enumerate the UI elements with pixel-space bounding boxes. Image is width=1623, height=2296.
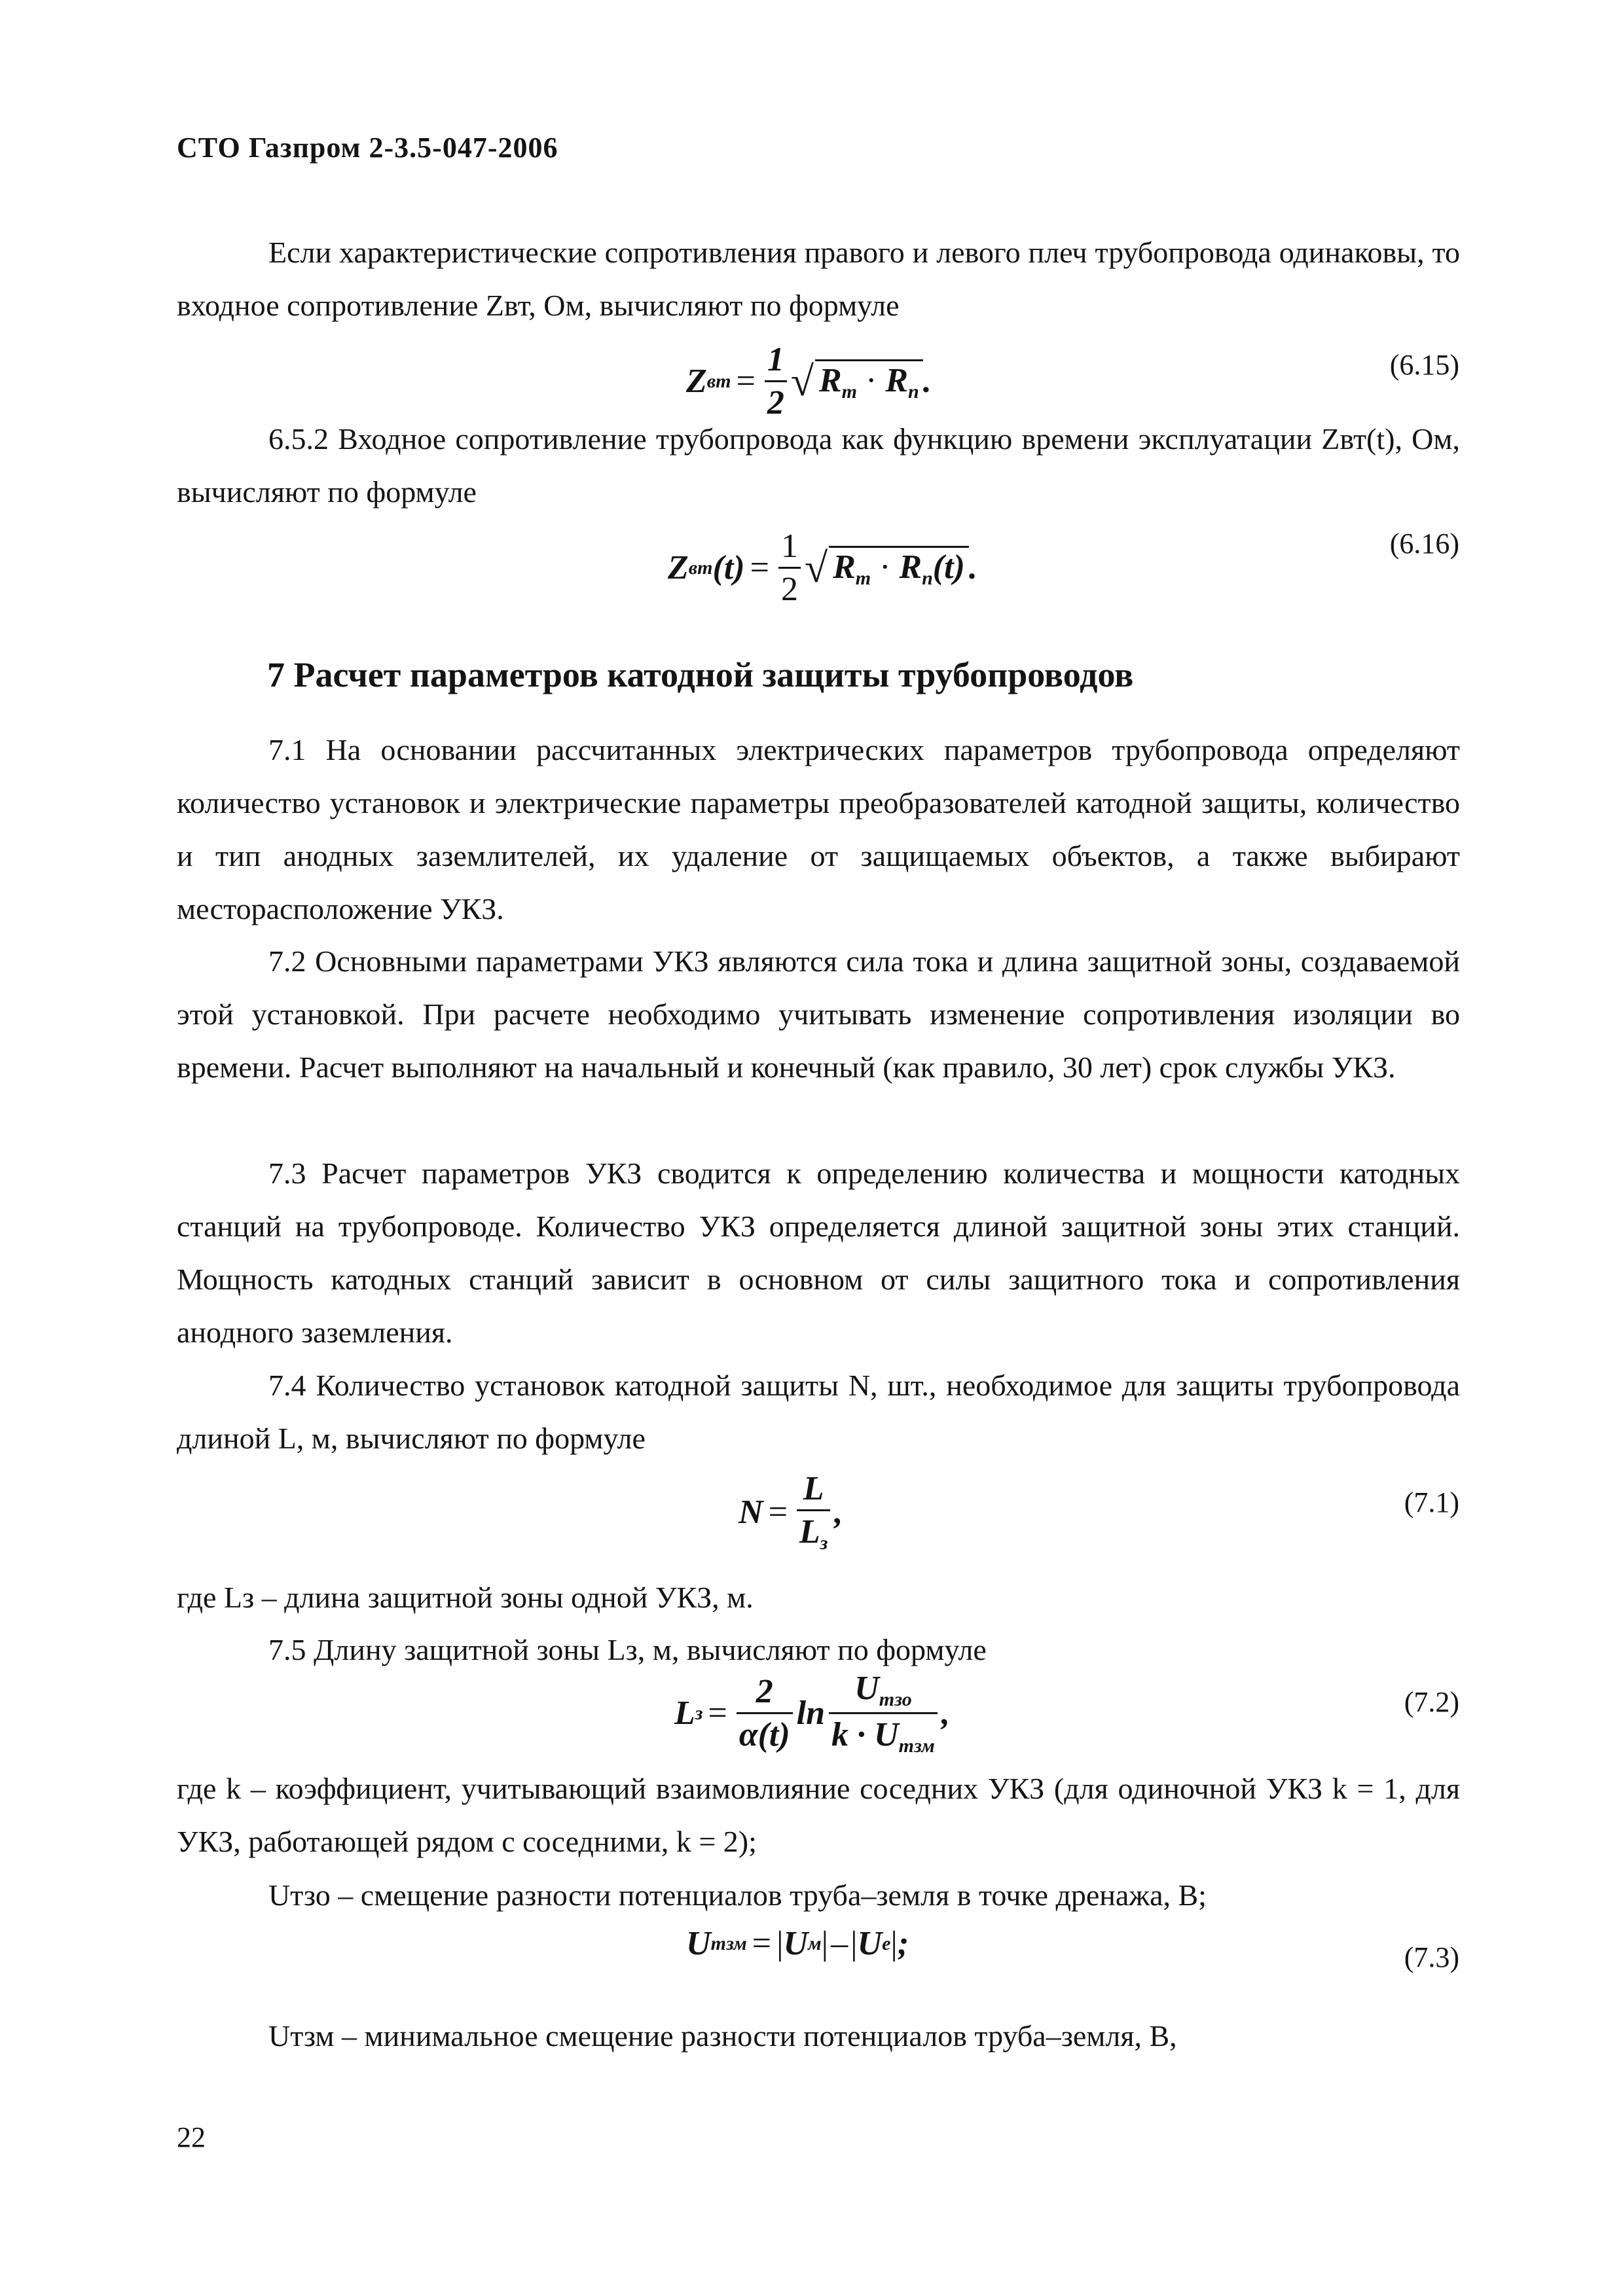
- formula-7-1: N = $\frac{L}{L_з}$ ,: [739, 1470, 843, 1554]
- paragraph-6-5-2: 6.5.2 Входное сопротивление трубопровода как функцию времени эксплуатации Zвт(t), Ом, вычисляют по формуле: [177, 422, 1460, 509]
- formula-6-16: Z вт (t) = $\frac{1}{2}$ √ $R_т \cdot R_п(t)$ .: [668, 528, 977, 608]
- section-heading-7: 7 Расчет параметров катодной защиты трубопроводов: [267, 655, 1134, 694]
- formula-7-2: L з = $\frac{2}{\alpha(t)}$ ln $\frac{U_{тзо}}{k \cdot U_{тзм}}$ ,: [674, 1670, 950, 1757]
- equation-number-6-16: (6.16): [1389, 528, 1459, 560]
- paragraph-utzo-definition: Uтзо – смещение разности потенциалов труба–земля в точке дренажа, В;: [268, 1878, 1207, 1912]
- paragraph-7-2: 7.2 Основными параметрами УКЗ являются сила тока и длина защитной зоны, создаваемой этой установкой. При расчете необходимо учитывать изменение сопротивления изоляции во времени. Расчет выполняют на начальный и конечный (как правило, 30 лет) срок службы УКЗ.: [177, 944, 1460, 1084]
- paragraph-7-4: 7.4 Количество установок катодной защиты N, шт., необходимое для защиты трубопровода длиной L, м, вычисляют по формуле: [177, 1369, 1460, 1455]
- paragraph-7-5: 7.5 Длину защитной зоны Lз, м, вычисляют по формуле: [268, 1633, 987, 1666]
- equation-number-7-1: (7.1): [1404, 1486, 1459, 1518]
- formula-6-15: Z вт = $\frac{1}{2}$ √ $R_т \cdot R_п$ .: [686, 341, 932, 422]
- formula-7-3: U тзм = | U м | – | U е | ;: [686, 1925, 909, 1962]
- paragraph-utzm-definition: Uтзм – минимальное смещение разности потенциалов труба–земля, В,: [268, 2019, 1177, 2053]
- equation-number-7-2: (7.2): [1404, 1686, 1459, 1718]
- paragraph-lz-definition: где Lз – длина защитной зоны одной УКЗ, м.: [177, 1581, 754, 1614]
- equation-number-7-3: (7.3): [1404, 1941, 1459, 1973]
- paragraph-7-1: 7.1 На основании рассчитанных электрических параметров трубопровода определяют количество установок и электрические параметры преобразователей катодной защиты, количество и тип анодных заземлителей, их удаление от защищаемых объектов, а также выбирают месторасположение УКЗ.: [177, 733, 1460, 925]
- equation-number-6-15: (6.15): [1389, 349, 1459, 381]
- paragraph-7-3: 7.3 Расчет параметров УКЗ сводится к определению количества и мощности катодных станций на трубопроводе. Количество УКЗ определяется длиной защитной зоны этих станций. Мощность катодных станций зависит в основном от силы защитного тока и сопротивления анодного заземления.: [177, 1157, 1460, 1349]
- page-number: 22: [177, 2121, 206, 2153]
- paragraph-k-definition: где k – коэффициент, учитывающий взаимовлияние соседних УКЗ (для одиночной УКЗ k = 1, для УКЗ, работающей рядом с соседними, k = 2);: [177, 1772, 1460, 1858]
- document-header: СТО Газпром 2-3.5-047-2006: [177, 132, 558, 164]
- paragraph-symmetric-resistance: Если характеристические сопротивления правого и левого плеч трубопровода одинаковы, то входное сопротивление Zвт, Ом, вычисляют по формуле: [177, 236, 1460, 322]
